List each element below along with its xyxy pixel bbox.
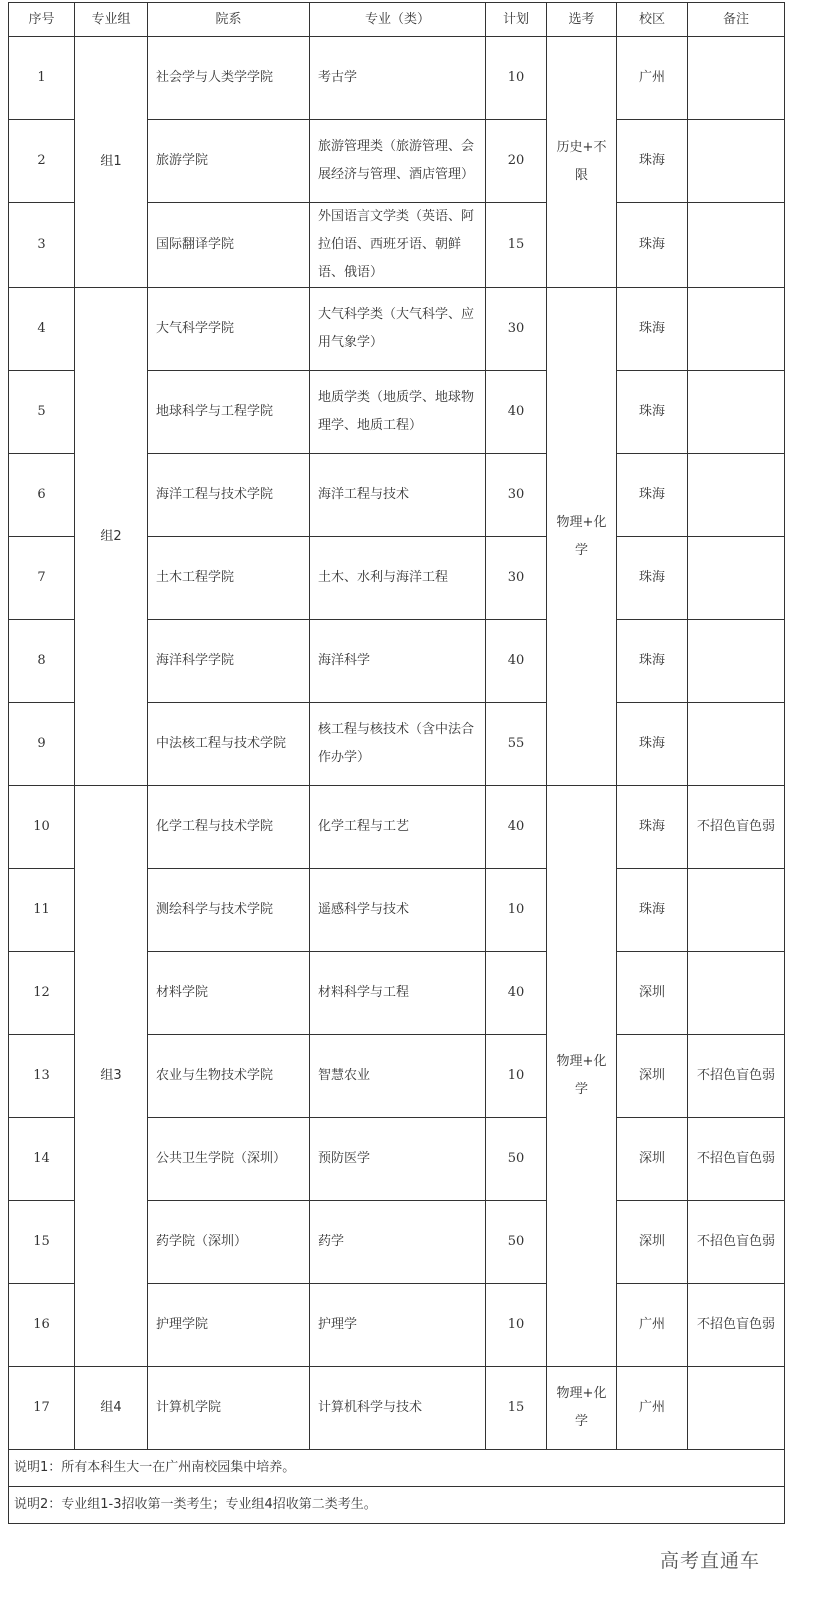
major-cell: 外国语言文学类（英语、阿拉伯语、西班牙语、朝鲜语、俄语） (310, 203, 486, 288)
col-header-major: 专业（类） (310, 3, 486, 37)
dept-cell: 药学院（深圳） (148, 1201, 310, 1284)
row-no: 3 (9, 203, 75, 288)
table-row (9, 786, 785, 869)
dept-cell: 化学工程与技术学院 (148, 786, 310, 869)
dept-cell: 计算机学院 (148, 1367, 310, 1450)
col-header-note: 备注 (688, 3, 785, 37)
plan-cell: 40 (486, 620, 547, 703)
row-no: 16 (9, 1284, 75, 1367)
campus-cell: 深圳 (617, 952, 688, 1035)
table-row (9, 37, 785, 120)
note-cell: 不招色盲色弱 (688, 786, 785, 869)
major-cell: 药学 (310, 1201, 486, 1284)
subjects-cell (547, 288, 617, 786)
note-cell: 不招色盲色弱 (688, 1118, 785, 1201)
campus-cell: 珠海 (617, 120, 688, 203)
subjects-text: 物理+化学 (556, 1386, 607, 1429)
note-2: 说明2：专业组1-3招收第一类考生；专业组4招收第二类考生。 (9, 1487, 785, 1524)
major-cell: 护理学 (310, 1284, 486, 1367)
subjects-cell (547, 786, 617, 1367)
plan-cell: 15 (486, 203, 547, 288)
campus-cell: 珠海 (617, 869, 688, 952)
major-cell: 核工程与核技术（含中法合作办学） (310, 703, 486, 786)
note-cell: 不招色盲色弱 (688, 1284, 785, 1367)
major-cell: 大气科学类（大气科学、应用气象学） (310, 288, 486, 371)
row-no: 1 (9, 37, 75, 120)
note-cell (688, 620, 785, 703)
plan-cell: 15 (486, 1367, 547, 1450)
dept-cell: 旅游学院 (148, 120, 310, 203)
campus-cell: 广州 (617, 1367, 688, 1450)
watermark: 高考直通车 (660, 1550, 761, 1572)
major-cell: 考古学 (310, 37, 486, 120)
campus-cell: 珠海 (617, 786, 688, 869)
major-cell: 地质学类（地质学、地球物理学、地质工程） (310, 371, 486, 454)
row-no: 15 (9, 1201, 75, 1284)
note-cell (688, 703, 785, 786)
subjects-text: 物理+化学 (556, 1054, 607, 1097)
enrollment-table (8, 2, 785, 1524)
table-row (9, 1367, 785, 1450)
dept-cell: 社会学与人类学学院 (148, 37, 310, 120)
major-cell: 土木、水利与海洋工程 (310, 537, 486, 620)
col-header-plan: 计划 (486, 3, 547, 37)
dept-cell: 中法核工程与技术学院 (148, 703, 310, 786)
group-cell: 组2 (75, 288, 148, 786)
note-cell (688, 203, 785, 288)
group-cell: 组4 (75, 1367, 148, 1450)
col-header-group: 专业组 (75, 3, 148, 37)
dept-cell: 海洋科学学院 (148, 620, 310, 703)
major-cell: 旅游管理类（旅游管理、会展经济与管理、酒店管理） (310, 120, 486, 203)
note-cell: 不招色盲色弱 (688, 1201, 785, 1284)
campus-cell: 深圳 (617, 1035, 688, 1118)
major-cell: 预防医学 (310, 1118, 486, 1201)
plan-cell: 10 (486, 37, 547, 120)
major-cell: 遥感科学与技术 (310, 869, 486, 952)
campus-cell: 深圳 (617, 1118, 688, 1201)
group-cell: 组1 (75, 37, 148, 288)
plan-cell: 40 (486, 371, 547, 454)
note-cell (688, 120, 785, 203)
note-row (9, 1487, 785, 1524)
note-cell (688, 952, 785, 1035)
dept-cell: 地球科学与工程学院 (148, 371, 310, 454)
major-cell: 化学工程与工艺 (310, 786, 486, 869)
campus-cell: 珠海 (617, 203, 688, 288)
note-cell (688, 869, 785, 952)
row-no: 14 (9, 1118, 75, 1201)
campus-cell: 珠海 (617, 454, 688, 537)
major-cell: 海洋工程与技术 (310, 454, 486, 537)
col-header-subjects: 选考 (547, 3, 617, 37)
col-header-campus: 校区 (617, 3, 688, 37)
subjects-text: 历史+不限 (556, 140, 607, 183)
note-cell (688, 537, 785, 620)
row-no: 6 (9, 454, 75, 537)
campus-cell: 深圳 (617, 1201, 688, 1284)
row-no: 5 (9, 371, 75, 454)
dept-cell: 国际翻译学院 (148, 203, 310, 288)
plan-cell: 30 (486, 537, 547, 620)
plan-cell: 40 (486, 786, 547, 869)
note-cell (688, 37, 785, 120)
note-1: 说明1：所有本科生大一在广州南校园集中培养。 (9, 1450, 785, 1487)
col-header-no: 序号 (9, 3, 75, 37)
subjects-text: 物理+化学 (556, 514, 607, 558)
plan-cell: 30 (486, 288, 547, 371)
plan-cell: 55 (486, 703, 547, 786)
row-no: 17 (9, 1367, 75, 1450)
plan-cell: 50 (486, 1201, 547, 1284)
plan-cell: 20 (486, 120, 547, 203)
campus-cell: 珠海 (617, 537, 688, 620)
row-no: 4 (9, 288, 75, 371)
header-row (9, 3, 785, 37)
campus-cell: 广州 (617, 1284, 688, 1367)
campus-cell: 珠海 (617, 620, 688, 703)
major-cell: 计算机科学与技术 (310, 1367, 486, 1450)
major-cell: 材料科学与工程 (310, 952, 486, 1035)
plan-cell: 10 (486, 1284, 547, 1367)
dept-cell: 公共卫生学院（深圳） (148, 1118, 310, 1201)
major-cell: 智慧农业 (310, 1035, 486, 1118)
row-no: 12 (9, 952, 75, 1035)
group-cell: 组3 (75, 786, 148, 1367)
note-cell (688, 454, 785, 537)
row-no: 9 (9, 703, 75, 786)
note-cell (688, 371, 785, 454)
dept-cell: 测绘科学与技术学院 (148, 869, 310, 952)
dept-cell: 农业与生物技术学院 (148, 1035, 310, 1118)
plan-cell: 30 (486, 454, 547, 537)
row-no: 11 (9, 869, 75, 952)
dept-cell: 海洋工程与技术学院 (148, 454, 310, 537)
campus-cell: 珠海 (617, 288, 688, 371)
note-cell (688, 288, 785, 371)
row-no: 13 (9, 1035, 75, 1118)
row-no: 7 (9, 537, 75, 620)
dept-cell: 护理学院 (148, 1284, 310, 1367)
table-row (9, 288, 785, 371)
plan-cell: 10 (486, 869, 547, 952)
row-no: 8 (9, 620, 75, 703)
dept-cell: 材料学院 (148, 952, 310, 1035)
note-row (9, 1450, 785, 1487)
dept-cell: 土木工程学院 (148, 537, 310, 620)
campus-cell: 珠海 (617, 371, 688, 454)
note-cell (688, 1367, 785, 1450)
campus-cell: 珠海 (617, 703, 688, 786)
note-cell: 不招色盲色弱 (688, 1035, 785, 1118)
col-header-dept: 院系 (148, 3, 310, 37)
subjects-cell (547, 1367, 617, 1450)
dept-cell: 大气科学学院 (148, 288, 310, 371)
plan-cell: 40 (486, 952, 547, 1035)
row-no: 10 (9, 786, 75, 869)
major-cell: 海洋科学 (310, 620, 486, 703)
row-no: 2 (9, 120, 75, 203)
campus-cell: 广州 (617, 37, 688, 120)
plan-cell: 10 (486, 1035, 547, 1118)
plan-cell: 50 (486, 1118, 547, 1201)
subjects-cell (547, 37, 617, 288)
